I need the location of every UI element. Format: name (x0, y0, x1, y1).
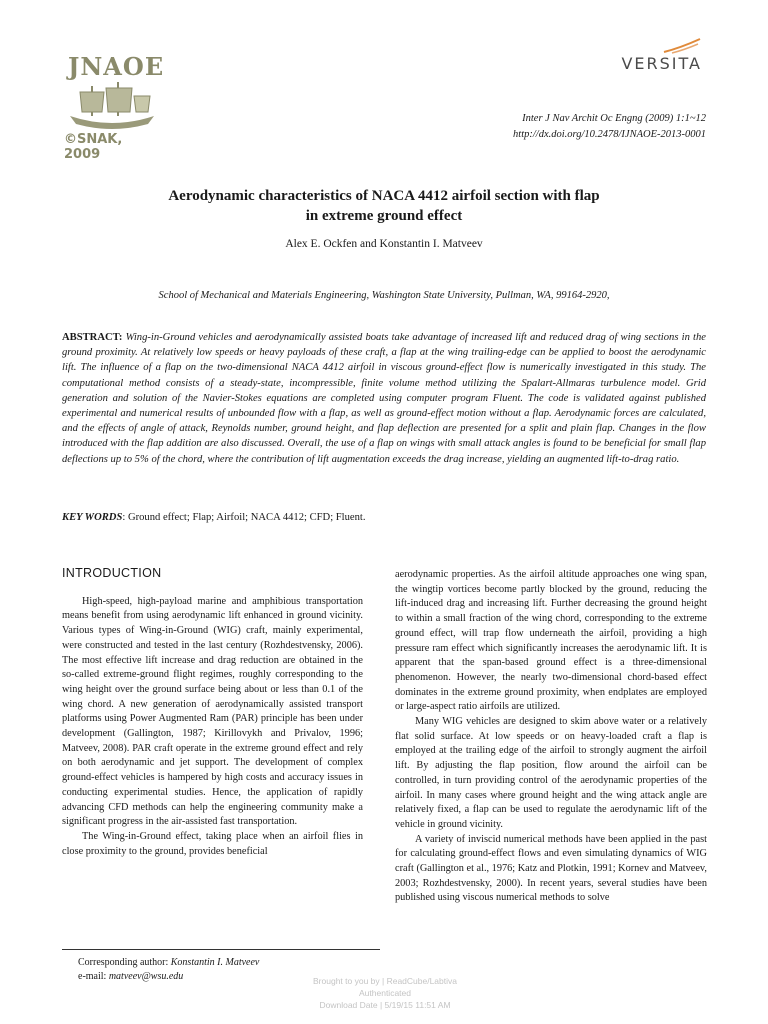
citation-block (346, 111, 706, 143)
swoosh-icon (662, 38, 702, 54)
abstract-label: ABSTRACT: (62, 332, 123, 343)
keywords-text: : Ground effect; Flap; Airfoil; NACA 4412; CFD; Fluent. (122, 512, 366, 523)
paragraph: A variety of inviscid numerical methods have been applied in the past for calculating ground-effect flows and even simulating dynamics of WIG craft (Gallington et al., 1976; Katz and Plotkin, 1991; Kornev and Matveev, 2003; Rozhdestvensky, 2000). In recent years, several studies have been published using viscous numerical methods to solve (395, 833, 707, 904)
footnote-email[interactable]: matveev@wsu.edu (108, 971, 184, 982)
paragraph: The Wing-in-Ground effect, taking place when an airfoil flies in close proximity to the ground, provides beneficial (62, 830, 363, 857)
stamp-line: Brought to you by | ReadCube/Labtiva (313, 976, 457, 986)
left-column (62, 566, 363, 859)
footnote-author-label: Corresponding author: (78, 957, 171, 968)
abstract (62, 330, 706, 467)
ship-icon (62, 80, 162, 132)
abstract-text: Wing-in-Ground vehicles and aerodynamically assisted boats take advantage of increased lift and reduced drag of wing sections in the ground proximity. At relatively low speeds or heavy payloads of these craft, a flap at the wing trailing-edge can be applied to boost the aerodynamic lift. The influence of a flap on the two-dimensional NACA 4412 airfoil in viscous ground-effect flow is numerically investigated in this study. The computational method consists of a steady-state, incompressible, finite volume method utilizing the Spalart-Allmaras turbulence model. Grid generation and solution of the Navier-Stokes equations are completed using computer program Fluent. The code is validated against published experimental and numerical results of unbounded flow with a flap, as well as ground-effect motion without a flap. Aerodynamic forces are calculated, and the effects of angle of attack, Reynolds number, ground height, and flap deflection are presented for a split and plain flap. Changes in the flow introduced with the flap addition are also discussed. Overall, the use of a flap on wings with small attack angles is found to be beneficial for small flap deflections up to 5% of the chord, where the contribution of lift augmentation exceeds the drag increase, yielding an augmented lift-to-drag ratio. (62, 332, 706, 465)
title-line-1: Aerodynamic characteristics of NACA 4412 airfoil section with flap (168, 188, 600, 204)
paragraph: High-speed, high-payload marine and amphibious transportation means benefit from using aerodynamic lift enhanced in ground vicinity. Various types of Wing-in-Ground (WIG) craft, mainly experimental, were constructed and tested in the last century (Rozhdestvensky, 2006). The most effective lift increase and drag reduction are obtained in the so-called extreme-ground flight regimes, roughly corresponding to the wing height over the ground surface being about or less than 0.1 of the wing chord. A new generation of aerodynamically assisted transport platforms using Power Augmented Ram (PAR) principle has been under development (Gallington, 1987; Kirillovykh and Privalov, 1996; Matveev, 2008). PAR craft operate in the extreme ground effect and rely on both aerodynamic and jet support. The development of complex ground-effect vehicles is hampered by high costs and accuracy issues in conducting experimental studies. Hence, the application of rapidly advancing CFD methods can help the engineering community make a significant progress in the air-assisted fast transportation. (62, 595, 363, 828)
affiliation: School of Mechanical and Materials Engineering, Washington State University, Pullman, WA, 99164-2920, (158, 290, 610, 301)
paper-title (60, 186, 708, 226)
footnote (78, 956, 259, 984)
footnote-email-label: e-mail: (78, 971, 109, 982)
footnote-author-name: Konstantin I. Matveev (170, 957, 260, 968)
journal-logo-text: JNAOE (68, 52, 165, 81)
publisher-logo (592, 38, 702, 78)
journal-logo-subtext: ©SNAK, 2009 (64, 132, 123, 162)
paragraph: aerodynamic properties. As the airfoil altitude approaches one wing span, the wingtip vortices become partly blocked by the ground, reducing the lift-induced drag and increasing lift. Further decreasing the ground height to within a small fraction of the wing chord, corresponding to the extreme ground effect, will trap flow underneath the airfoil, providing a high pressure ram effect which significantly increases the aerodynamic lift. It is apparent that the span-based ground effect is a three-dimensional phenomenon. However, the nearly two-dimensional chord-based effect dominates in the extreme ground proximity, when endplates are employed or large-aspect ratio airfoils are utilized. (395, 569, 707, 713)
journal-citation: Inter J Nav Archit Oc Engng (2009) 1:1~12 (522, 113, 706, 124)
download-stamp (240, 975, 530, 1011)
publisher-logo-text: VERSITA (621, 54, 702, 73)
journal-logo (62, 42, 165, 162)
title-line-2: in extreme ground effect (305, 208, 463, 224)
stamp-line: Authenticated (359, 988, 411, 998)
footnote-divider (62, 949, 380, 950)
keywords (62, 512, 706, 523)
keywords-label: KEY WORDS (62, 512, 123, 523)
stamp-line: Download Date | 5/19/15 11:51 AM (319, 1000, 451, 1010)
doi-link[interactable]: http://dx.doi.org/10.2478/IJNAOE-2013-0001 (513, 129, 706, 140)
section-heading-introduction: INTRODUCTION (62, 566, 162, 580)
right-column (395, 568, 707, 906)
paragraph: Many WIG vehicles are designed to skim above water or a relatively flat solid surface. At low speeds or on heavy-loaded craft a flap is employed at the trailing edge of the airfoil to strongly augment the airfoil lift. By adjusting the flap position, flow around the airfoil can be controlled, in turn providing control of the aerodynamic properties of the airfoil. In many cases where ground height and the wing attack angle are relatively fixed, a flap can be used to regulate the aerodynamic lift of the vehicle in ground vicinity. (395, 716, 707, 830)
authors: Alex E. Ockfen and Konstantin I. Matveev (285, 238, 483, 250)
